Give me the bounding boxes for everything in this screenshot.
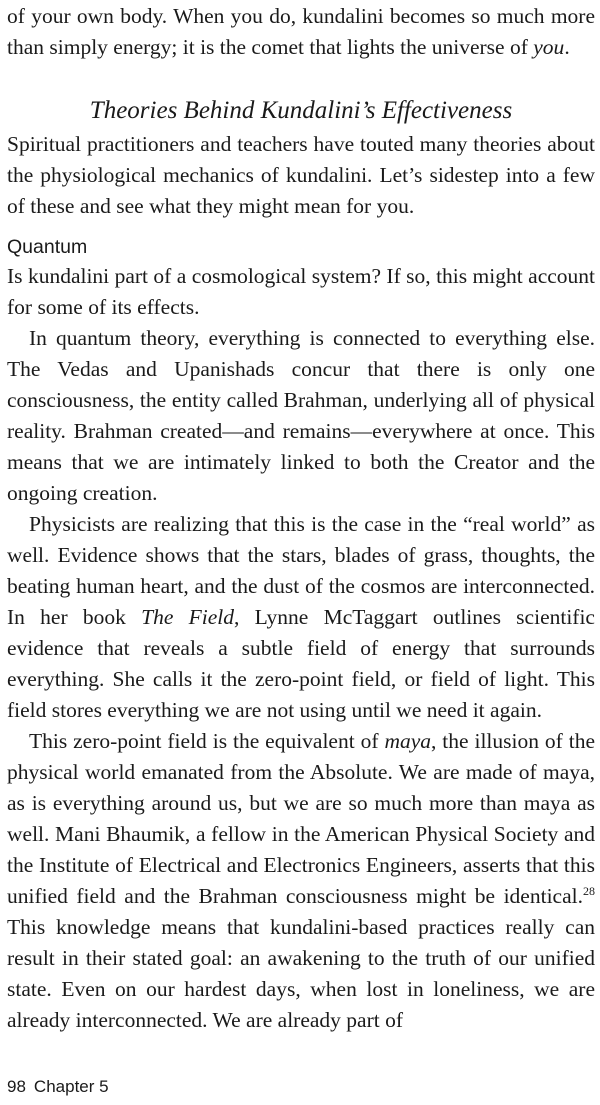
footnote-reference: 28 [583,883,595,898]
opening-end: . [564,35,570,59]
paragraph-4-part-c: This knowledge means that kundalini-based practices really can result in their stated goal: an awakening to the truth of our unified state. Even on our hardest days, when lost in loneliness, we are already interconnected. We are already part of [7,915,595,1032]
book-title: The Field [141,605,234,629]
paragraph-1: Is kundalini part of a cosmological system? If so, this might account for some of its effects. [7,264,595,319]
maya-term: maya [384,729,432,753]
paragraph-3 [7,509,595,726]
paragraph-3-part-a: Physicists are realizing that this is the case in the “real world” as well. Evidence shows that the stars, blades of grass, thoughts, the beating human heart, and the dust of the cosmos are interconnected. In her book [7,512,595,629]
paragraph-4-part-a: This zero-point field is the equivalent of [29,729,385,753]
paragraph-3-part-b: , Lynne McTaggart outlines scientific evidence that reveals a subtle field of energy that surrounds everything. She calls it the zero-point field, or field of light. This field stores everything we are not using until we need it again. [7,605,595,722]
chapter-label: Chapter 5 [33,1077,109,1096]
page-number: 98 [7,1077,26,1096]
section-intro-paragraph: Spiritual practitioners and teachers have touted many theories about the physiological mechanics of kundalini. Let’s sidestep into a few of these and see what they might mean for you. [7,132,595,218]
subsection-title: Quantum [7,236,88,258]
book-page [7,0,595,1036]
opening-emphasis: you [533,35,565,59]
paragraph-4-part-b: , the illusion of the physical world emanated from the Absolute. We are made of maya, as is everything around us, but we are so much more than maya as well. Mani Bhaumik, a fellow in the American Physical Society and the Institute of Electrical and Electronics Engineers, asserts that this unified field and the Brahman consciousness might be identical. [7,729,595,908]
paragraph-2: In quantum theory, everything is connected to everything else. The Vedas and Upanishads concur that there is only one consciousness, the entity called Brahman, underlying all of physical reality. Brahman created—and remains—everywhere at once. This means that we are intimately linked to both the Creator and the ongoing creation. [7,326,595,505]
paragraph-4 [7,726,595,1036]
opening-paragraph [7,1,595,63]
section-title: Theories Behind Kundalini’s Effectiveness [89,97,513,124]
opening-text: of your own body. When you do, kundalini becomes so much more than simply energy; it is the comet that lights the universe of [7,4,595,59]
page-footer [7,1076,109,1098]
